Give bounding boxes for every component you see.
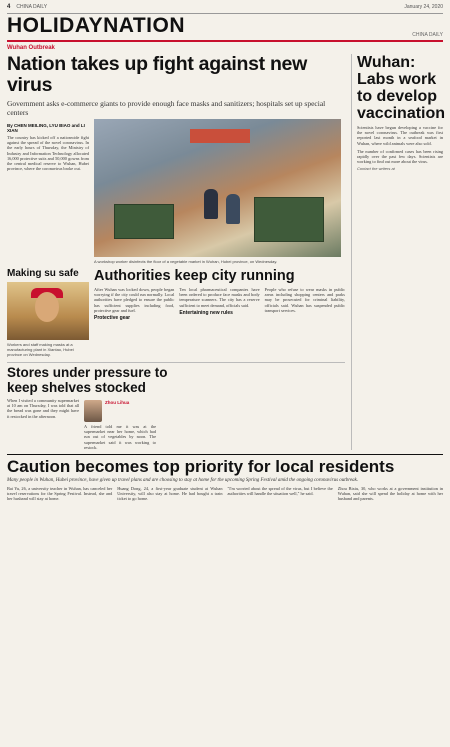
author-box: [84, 400, 156, 422]
second-row: [7, 268, 345, 357]
worker-figure-icon: [226, 194, 240, 224]
market-sign-icon: [190, 129, 250, 143]
caution-headline: Caution becomes top priority for local residents: [7, 457, 395, 477]
lead-photo: [94, 119, 341, 257]
sidebar-col-1: Scientists have begun developing a vaccine for the novel coronavirus. The outbreak was first reported last month in a seafood market in Wuhan, where wild animals were also sold.: [357, 125, 443, 146]
caution-deck: Many people in Wuhan, Hubei province, have given up travel plans and are choosing to stay at home for the upcoming Spring Festival amid the ongoing coronavirus outbreak.: [7, 478, 359, 484]
authorities-story: [94, 268, 345, 357]
lead-headline: Nation takes up fight against new virus: [7, 53, 307, 96]
stores-col-2: A friend told me it was at the supermarket near her home, which had run out of vegetables by noon. The supermarket said it was working to restock.: [84, 424, 156, 450]
authorities-subhead-1: Protective gear: [94, 315, 131, 322]
making-photo: [7, 282, 89, 340]
masthead: [7, 14, 443, 42]
top-bar: [7, 0, 443, 14]
stores-headline: Stores under pressure to keep shelves stocked: [7, 365, 168, 395]
making-kicker: Making su safe: [7, 268, 79, 279]
making-box: [7, 268, 89, 357]
sidebar-headline: Wuhan: Labs work to develop vaccination: [357, 54, 446, 122]
crate-icon: [254, 197, 324, 242]
worker-figure-icon: [204, 189, 218, 219]
crate-icon: [114, 204, 174, 239]
authorities-col-3: People who refuse to wear masks in public areas including shopping centers and parks may be prosecuted for criminal liability, officials said. Wuhan has suspended public transport services.: [264, 287, 345, 313]
lead-caption: A workshop worker disinfects the floor of a vegetable market in Wuhan, Hubei province, on Wednesday.: [94, 259, 278, 264]
issue-date: January 24, 2020: [404, 3, 443, 10]
sidebar-col-2: The number of confirmed cases has been rising rapidly over the past few days. Scientists are working to find out more about the virus.: [357, 148, 443, 165]
caution-col-2: Huang Dong, 24, a first-year graduate student at Wuhan University, will also stay at home. He had bought a train ticket to go home.: [117, 486, 223, 502]
main-column: [7, 54, 345, 450]
authorities-col-2: Ten local pharmaceutical companies have been ordered to produce face masks and body temperature scanners. The city has a reserve sufficient to meet demand, officials said. Entertaining new rules: [179, 287, 260, 316]
sidebar: [351, 54, 446, 450]
stores-story: [7, 362, 345, 450]
face-icon: [35, 292, 59, 322]
making-caption: Workers and staff making masks at a manufacturing plant in Xiantao, Hubei province on Wednesday.: [7, 342, 74, 357]
caution-col-4: Zhou Bixiu, 30, who works at a government institution in Wuhan, said she will spend the holiday at home with her husband and parents.: [337, 486, 443, 502]
page-number: 4: [7, 3, 11, 10]
stores-col-1: When I visited a community supermarket at 10 am on Thursday, I was told that all the bread was gone and they might have it restocked in the afternoon.: [7, 398, 79, 419]
authorities-subhead-2: Entertaining new rules: [179, 309, 233, 316]
section-brand: HOLIDAYNATION: [7, 14, 186, 37]
section-tag: Wuhan Outbreak: [7, 45, 55, 51]
page-grid: [7, 53, 446, 450]
caution-story: [7, 454, 443, 502]
caution-col-3: "I'm worried about the spread of the virus, but I believe the authorities will handle the situation well," he said.: [227, 486, 333, 497]
lead-byline: By CHEN MEILING, LYU BIAO and LI XIAN: [7, 123, 85, 133]
authorities-headline: Authorities keep city running: [94, 268, 295, 284]
lead-story: [7, 119, 345, 264]
paper-name: CHINA DAILY: [16, 3, 48, 10]
masthead-right: CHINA DAILY: [412, 32, 443, 38]
author-name: Zhou Lihua: [105, 400, 130, 405]
authorities-col-1: After Wuhan was locked down, people began worrying if the city could run normally. Local authorities have pledged to ensure the public has sufficient supplies including food, protective gear and fuel. Protective gear: [94, 287, 175, 322]
author-avatar: [84, 400, 102, 422]
lead-deck: Government asks e-commerce giants to provide enough face masks and sanitizers; hospitals set up special centers: [7, 99, 326, 117]
caution-col-1: Bai Yu, 26, a university teacher in Wuhan, has canceled her travel reservations for the Spring Festival. Instead, she and her husband will stay at home.: [7, 486, 113, 502]
lead-col-1: The country has kicked off a nationwide fight against the spread of the novel coronavirus. In the early hours of Thursday, the Ministry of Industry and Information Technology allocated 16,000 protective suits and 50,000 gowns from the central medical reserve to Wuhan, Hubei province, where the coronavirus broke out.: [7, 135, 89, 172]
sidebar-contact: Contact the writers at: [357, 166, 395, 172]
